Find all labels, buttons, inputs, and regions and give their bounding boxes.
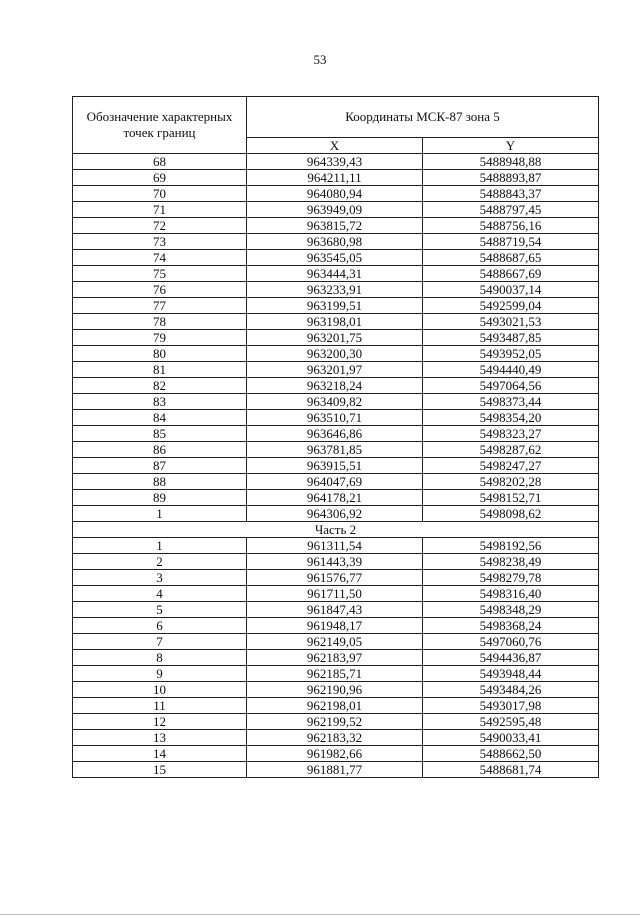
point-cell: 89 — [73, 490, 247, 506]
table-row — [73, 570, 599, 586]
point-cell: 13 — [73, 730, 247, 746]
table-row — [73, 314, 599, 330]
x-cell: 962198,01 — [247, 698, 423, 714]
y-cell: 5488756,16 — [423, 218, 599, 234]
table-row — [73, 282, 599, 298]
y-cell: 5497060,76 — [423, 634, 599, 650]
point-cell: 9 — [73, 666, 247, 682]
x-cell: 964080,94 — [247, 186, 423, 202]
table-row — [73, 410, 599, 426]
point-cell: 72 — [73, 218, 247, 234]
y-cell: 5488662,50 — [423, 746, 599, 762]
table-row — [73, 442, 599, 458]
table-row — [73, 458, 599, 474]
x-cell: 963199,51 — [247, 298, 423, 314]
x-cell: 961847,43 — [247, 602, 423, 618]
x-cell: 961711,50 — [247, 586, 423, 602]
table-row — [73, 586, 599, 602]
x-cell: 963444,31 — [247, 266, 423, 282]
point-cell: 76 — [73, 282, 247, 298]
point-cell: 69 — [73, 170, 247, 186]
x-cell: 963915,51 — [247, 458, 423, 474]
point-cell: 84 — [73, 410, 247, 426]
y-cell: 5488797,45 — [423, 202, 599, 218]
x-cell: 963815,72 — [247, 218, 423, 234]
point-cell: 11 — [73, 698, 247, 714]
x-cell: 964306,92 — [247, 506, 423, 522]
x-cell: 963646,86 — [247, 426, 423, 442]
table-header — [73, 97, 599, 154]
table-row — [73, 202, 599, 218]
point-cell: 85 — [73, 426, 247, 442]
scan-edge-line — [0, 914, 640, 915]
y-cell: 5498279,78 — [423, 570, 599, 586]
part-heading-row — [73, 522, 599, 538]
y-cell: 5498247,27 — [423, 458, 599, 474]
y-cell: 5498368,24 — [423, 618, 599, 634]
point-cell: 70 — [73, 186, 247, 202]
x-cell: 962199,52 — [247, 714, 423, 730]
x-cell: 963201,97 — [247, 362, 423, 378]
point-cell: 73 — [73, 234, 247, 250]
table-body — [73, 154, 599, 778]
header-coordinates: Координаты МСК-87 зона 5 — [247, 97, 599, 138]
x-cell: 963200,30 — [247, 346, 423, 362]
table-row — [73, 186, 599, 202]
x-cell: 961443,39 — [247, 554, 423, 570]
y-cell: 5493952,05 — [423, 346, 599, 362]
y-cell: 5494436,87 — [423, 650, 599, 666]
y-cell: 5498323,27 — [423, 426, 599, 442]
table-row — [73, 618, 599, 634]
table-row — [73, 650, 599, 666]
x-cell: 961948,17 — [247, 618, 423, 634]
point-cell: 81 — [73, 362, 247, 378]
y-cell: 5488948,88 — [423, 154, 599, 170]
x-cell: 963409,82 — [247, 394, 423, 410]
x-cell: 962183,97 — [247, 650, 423, 666]
header-designation: Обозначение характерных точек границ — [73, 97, 247, 154]
page-number: 53 — [313, 52, 327, 67]
x-cell: 963218,24 — [247, 378, 423, 394]
point-cell: 14 — [73, 746, 247, 762]
table-row — [73, 218, 599, 234]
x-cell: 963680,98 — [247, 234, 423, 250]
y-cell: 5498152,71 — [423, 490, 599, 506]
point-cell: 3 — [73, 570, 247, 586]
table-row — [73, 330, 599, 346]
table-row — [73, 746, 599, 762]
table-row — [73, 250, 599, 266]
header-x: X — [247, 138, 423, 154]
y-cell: 5498354,20 — [423, 410, 599, 426]
y-cell: 5488667,69 — [423, 266, 599, 282]
y-cell: 5498098,62 — [423, 506, 599, 522]
y-cell: 5488681,74 — [423, 762, 599, 778]
x-cell: 963510,71 — [247, 410, 423, 426]
y-cell: 5498202,28 — [423, 474, 599, 490]
point-cell: 77 — [73, 298, 247, 314]
point-cell: 12 — [73, 714, 247, 730]
table-row — [73, 538, 599, 554]
point-cell: 83 — [73, 394, 247, 410]
table-row — [73, 394, 599, 410]
table-row — [73, 298, 599, 314]
point-cell: 74 — [73, 250, 247, 266]
y-cell: 5498316,40 — [423, 586, 599, 602]
x-cell: 964047,69 — [247, 474, 423, 490]
y-cell: 5488843,37 — [423, 186, 599, 202]
y-cell: 5493487,85 — [423, 330, 599, 346]
y-cell: 5490037,14 — [423, 282, 599, 298]
part-heading: Часть 2 — [73, 522, 599, 538]
y-cell: 5493021,53 — [423, 314, 599, 330]
table-row — [73, 266, 599, 282]
y-cell: 5498348,29 — [423, 602, 599, 618]
point-cell: 5 — [73, 602, 247, 618]
x-cell: 961311,54 — [247, 538, 423, 554]
x-cell: 964339,43 — [247, 154, 423, 170]
table-row — [73, 474, 599, 490]
x-cell: 962185,71 — [247, 666, 423, 682]
point-cell: 75 — [73, 266, 247, 282]
point-cell: 88 — [73, 474, 247, 490]
y-cell: 5488893,87 — [423, 170, 599, 186]
header-y: Y — [423, 138, 599, 154]
x-cell: 963201,75 — [247, 330, 423, 346]
table-row — [73, 762, 599, 778]
table-row — [73, 730, 599, 746]
point-cell: 78 — [73, 314, 247, 330]
x-cell: 964211,11 — [247, 170, 423, 186]
x-cell: 964178,21 — [247, 490, 423, 506]
x-cell: 963949,09 — [247, 202, 423, 218]
y-cell: 5488687,65 — [423, 250, 599, 266]
y-cell: 5498192,56 — [423, 538, 599, 554]
x-cell: 962149,05 — [247, 634, 423, 650]
point-cell: 10 — [73, 682, 247, 698]
table-row — [73, 490, 599, 506]
point-cell: 80 — [73, 346, 247, 362]
y-cell: 5492595,48 — [423, 714, 599, 730]
x-cell: 961576,77 — [247, 570, 423, 586]
table-row — [73, 682, 599, 698]
point-cell: 2 — [73, 554, 247, 570]
x-cell: 962183,32 — [247, 730, 423, 746]
x-cell: 961982,66 — [247, 746, 423, 762]
point-cell: 68 — [73, 154, 247, 170]
table-row — [73, 426, 599, 442]
x-cell: 963233,91 — [247, 282, 423, 298]
y-cell: 5494440,49 — [423, 362, 599, 378]
point-cell: 15 — [73, 762, 247, 778]
x-cell: 961881,77 — [247, 762, 423, 778]
point-cell: 4 — [73, 586, 247, 602]
x-cell: 963198,01 — [247, 314, 423, 330]
y-cell: 5488719,54 — [423, 234, 599, 250]
y-cell: 5493017,98 — [423, 698, 599, 714]
table-row — [73, 378, 599, 394]
table-row — [73, 362, 599, 378]
y-cell: 5493948,44 — [423, 666, 599, 682]
point-cell: 71 — [73, 202, 247, 218]
x-cell: 963545,05 — [247, 250, 423, 266]
point-cell: 86 — [73, 442, 247, 458]
table-row — [73, 554, 599, 570]
y-cell: 5497064,56 — [423, 378, 599, 394]
point-cell: 8 — [73, 650, 247, 666]
y-cell: 5492599,04 — [423, 298, 599, 314]
point-cell: 1 — [73, 538, 247, 554]
table-row — [73, 714, 599, 730]
table-row — [73, 602, 599, 618]
y-cell: 5498238,49 — [423, 554, 599, 570]
x-cell: 962190,96 — [247, 682, 423, 698]
y-cell: 5490033,41 — [423, 730, 599, 746]
point-cell: 7 — [73, 634, 247, 650]
point-cell: 87 — [73, 458, 247, 474]
table-row — [73, 170, 599, 186]
table-row — [73, 346, 599, 362]
coordinates-table — [72, 96, 599, 778]
table-row — [73, 506, 599, 522]
y-cell: 5493484,26 — [423, 682, 599, 698]
table-row — [73, 154, 599, 170]
table-row — [73, 698, 599, 714]
y-cell: 5498373,44 — [423, 394, 599, 410]
table-row — [73, 666, 599, 682]
point-cell: 6 — [73, 618, 247, 634]
table-row — [73, 234, 599, 250]
point-cell: 82 — [73, 378, 247, 394]
point-cell: 79 — [73, 330, 247, 346]
y-cell: 5498287,62 — [423, 442, 599, 458]
table-row — [73, 634, 599, 650]
x-cell: 963781,85 — [247, 442, 423, 458]
point-cell: 1 — [73, 506, 247, 522]
